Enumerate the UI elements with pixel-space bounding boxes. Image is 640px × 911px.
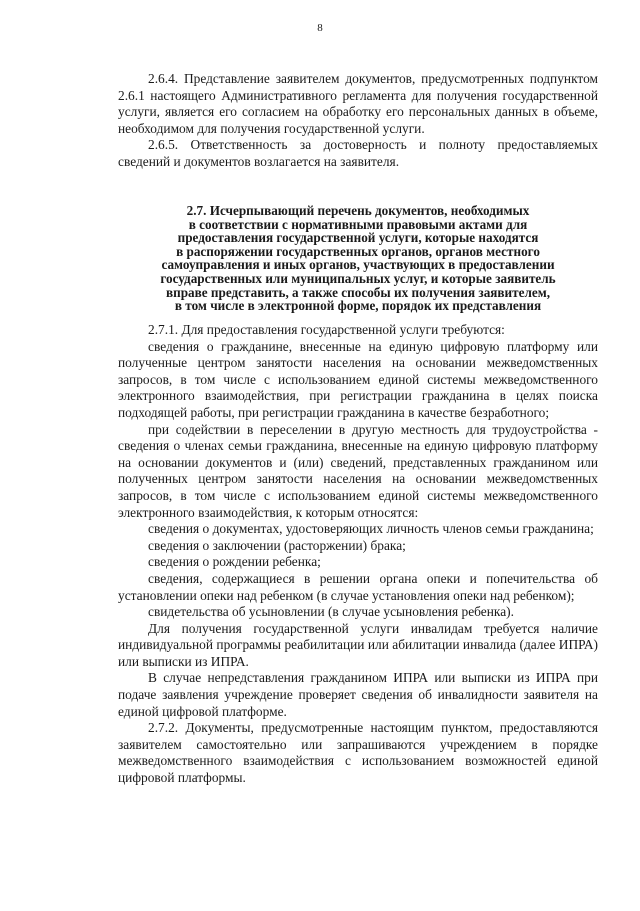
paragraph-2-7-1: 2.7.1. Для предоставления государственной услуги требуются: bbox=[148, 322, 505, 337]
paragraph-2-6-4: 2.6.4. Представление заявителем документов, предусмотренных подпунктом 2.6.1 настоящего Административного регламента для получения государственной услуги, является его согласием на обработку его персональных данных в объеме, необходимом для получения государственной услуги. bbox=[118, 71, 598, 136]
paragraph-ipra-missing: В случае непредставления гражданином ИПРА или выписки из ИПРА при подаче заявления учреждение проверяет сведения об инвалидности заявителя на единой цифровой платформе. bbox=[118, 670, 598, 719]
heading-line: предоставления государственной услуги, которые находятся bbox=[177, 230, 539, 246]
paragraph-citizen-info: сведения о гражданине, внесенные на единую цифровую платформу или полученные центром занятости населения на основании межведомственных запросов, в том числе с использованием единой системы межведомственного электронного взаимодействия, при регистрации гражданина в целях поиска подходящей работы, при регистрации гражданина в качестве безработного; bbox=[118, 338, 598, 420]
paragraph-identity-docs: сведения о документах, удостоверяющих личность членов семьи гражданина; bbox=[148, 521, 594, 537]
heading-line: в распоряжении государственных органов, органов местного bbox=[176, 243, 540, 259]
heading-line: в том числе в электронной форме, порядок их представления bbox=[174, 298, 542, 314]
heading-line: государственных или муниципальных услуг, и которые заявитель bbox=[160, 270, 556, 286]
paragraph-disabled: Для получения государственной услуги инвалидам требуется наличие индивидуальной программы реабилитации или абилитации инвалида (далее ИПРА) или выписки из ИПРА. bbox=[118, 620, 598, 669]
heading-line: вправе представить, а также способы их получения заявителем, bbox=[165, 284, 551, 300]
section-2-7-paragraphs bbox=[118, 322, 598, 787]
paragraph-2-6-5: 2.6.5. Ответственность за достоверность и полноту предоставляемых сведений и документов возлагается на заявителя. bbox=[118, 137, 598, 169]
section-2-7-heading bbox=[118, 204, 598, 313]
paragraph-marriage: сведения о заключении (расторжении) брака; bbox=[148, 537, 406, 553]
section-2-6-paragraphs bbox=[118, 71, 598, 171]
heading-line: в соответствии с нормативными правовыми актами для bbox=[188, 216, 528, 232]
paragraph-2-7-2: 2.7.2. Документы, предусмотренные настоящим пунктом, предоставляются заявителем самостоятельно или запрашиваются учреждением в порядке межведомственного взаимодействия с использованием возможностей единой цифровой платформы. bbox=[118, 720, 598, 786]
heading-line: самоуправления и иных органов, участвующих в предоставлении bbox=[161, 257, 555, 273]
paragraph-adoption: свидетельства об усыновлении (в случае усыновления ребенка). bbox=[148, 604, 514, 620]
paragraph-guardianship: сведения, содержащиеся в решении органа опеки и попечительства об установлении опеки над ребенком (в случае установления опеки над ребенком); bbox=[118, 570, 598, 603]
page-number: 8 bbox=[317, 22, 323, 34]
paragraph-relocation: при содействии в переселении в другую местность для трудоустройства - сведения о членах семьи гражданина, внесенные на единую цифровую платформу на основании документов и (или) сведений, представленных гражданином или полученных центром занятости населения на основании межведомственных запросов, в том числе с использованием единой системы межведомственного электронного взаимодействия, к которым относятся: bbox=[118, 421, 598, 520]
heading-line: 2.7. Исчерпывающий перечень документов, необходимых bbox=[186, 203, 530, 218]
paragraph-birth: сведения о рождении ребенка; bbox=[148, 554, 321, 570]
